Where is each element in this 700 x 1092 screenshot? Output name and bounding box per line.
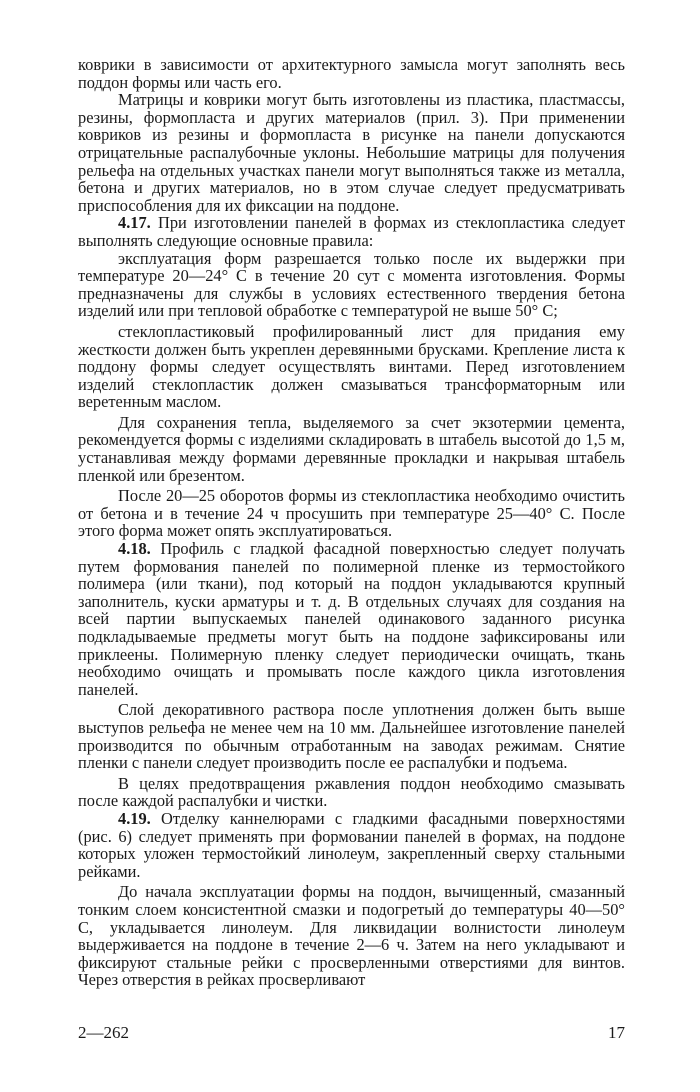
paragraph-rust-prevention: В целях предотвращения ржавления поддон необходимо смазывать после каждой распалубки и чистки. (78, 773, 625, 811)
section-number-4-17: 4.17. (118, 213, 151, 233)
section-number-4-18: 4.18. (118, 539, 151, 559)
printer-signature: 2—262 (78, 1023, 129, 1042)
section-4-18-paragraph (78, 540, 625, 698)
paragraph-decorative-layer: Слой декоративного раствора после уплотнения должен быть выше выступов рельефа не менее чем на 10 мм. Дальнейшее изготовление панелей производится по обычным отработанным на заводах режимам. Снятие пленки с панели следует производить после ее распалубки и подъема. (78, 700, 625, 773)
body-text (78, 56, 625, 989)
paragraph-cleaning: После 20—25 оборотов формы из стеклопластика необходимо очистить от бетона и в течение 24 ч просушить при температуре 25—40° С. После этого форма может опять эксплуатироваться. (78, 486, 625, 541)
section-4-18-text: Профиль с гладкой фасадной поверхностью следует получать путем формования панелей по полимерной пленке из термостойкого полимера (или ткани), под который на поддон укладываются крупный заполнитель, куски арматуры и т. д. В отдельных случаях для создания на всей партии выпускаемых панелей одинакового заданного рисунка подкладываемые предметы могут быть на поддоне зафиксированы или приклеены. Полимерную пленку следует периодически очищать, ткань необходимо очищать и промывать после каждого цикла изготовления панелей. (78, 539, 625, 699)
paragraph-matrices: Матрицы и коврики могут быть изготовлены из пластика, пластмассы, резины, формопласта и других материалов (прил. 3). При применении ковриков из резины и формопласта в рисунке на панели допускаются отрицательные распалубочные уклоны. Небольшие матрицы для получения рельефа на отдельных участках панели могут выполняться также из металла, бетона и других материалов, но в этом случае следует предусматривать приспособления для их фиксации на поддоне. (78, 90, 625, 215)
section-4-17-paragraph (78, 214, 625, 249)
section-4-19-text: Отделку каннелюрами с гладкими фасадными поверхностями (рис. 6) следует применять при формовании панелей в формах, на поддоне которых уложен термостойкий линолеум, закрепленный сверху стальными рейками. (78, 808, 625, 881)
section-4-17-text: При изготовлении панелей в формах из стеклопластика следует выполнять следующие основные правила: (78, 213, 625, 250)
page-number: 17 (608, 1023, 625, 1042)
paragraph-fiberglass-sheet: стеклопластиковый профилированный лист для придания ему жесткости должен быть укреплен деревянными брусками. Крепление листа к поддону формы следует осуществлять винтами. Перед изготовлением изделий стеклопластик должен смазываться трансформаторным или веретенным маслом. (78, 321, 625, 412)
paragraph-continuation: коврики в зависимости от архитектурного замысла могут заполнять весь поддон формы или часть его. (78, 55, 625, 92)
section-4-19-paragraph (78, 810, 625, 880)
section-number-4-19: 4.19. (118, 808, 151, 828)
paragraph-heat-retention: Для сохранения тепла, выделяемого за счет экзотермии цемента, рекомендуется формы с изделиями складировать в штабель высотой до 1,5 м, устанавливая между формами деревянные прокладки и накрывая штабель пленкой или брезентом. (78, 412, 625, 485)
paragraph-exploitation-rule: эксплуатация форм разрешается только после их выдержки при температуре 20—24° С в течение 20 сут с момента изготовления. Формы предназначены для службы в условиях естественного твердения бетона изделий или при тепловой обработке с температурой не выше 50° С; (78, 248, 625, 321)
paragraph-linoleum: До начала эксплуатации формы на поддон, вычищенный, смазанный тонким слоем консистентной смазки и подогретый до температуры 40—50° С, укладывается линолеум. Для ликвидации волнистости линолеум выдерживается на поддоне в течение 2—6 ч. Затем на него укладывают и фиксируют стальные рейки с просверленными отверстиями для винтов. Через отверстия в рейках просверливают (78, 882, 625, 990)
